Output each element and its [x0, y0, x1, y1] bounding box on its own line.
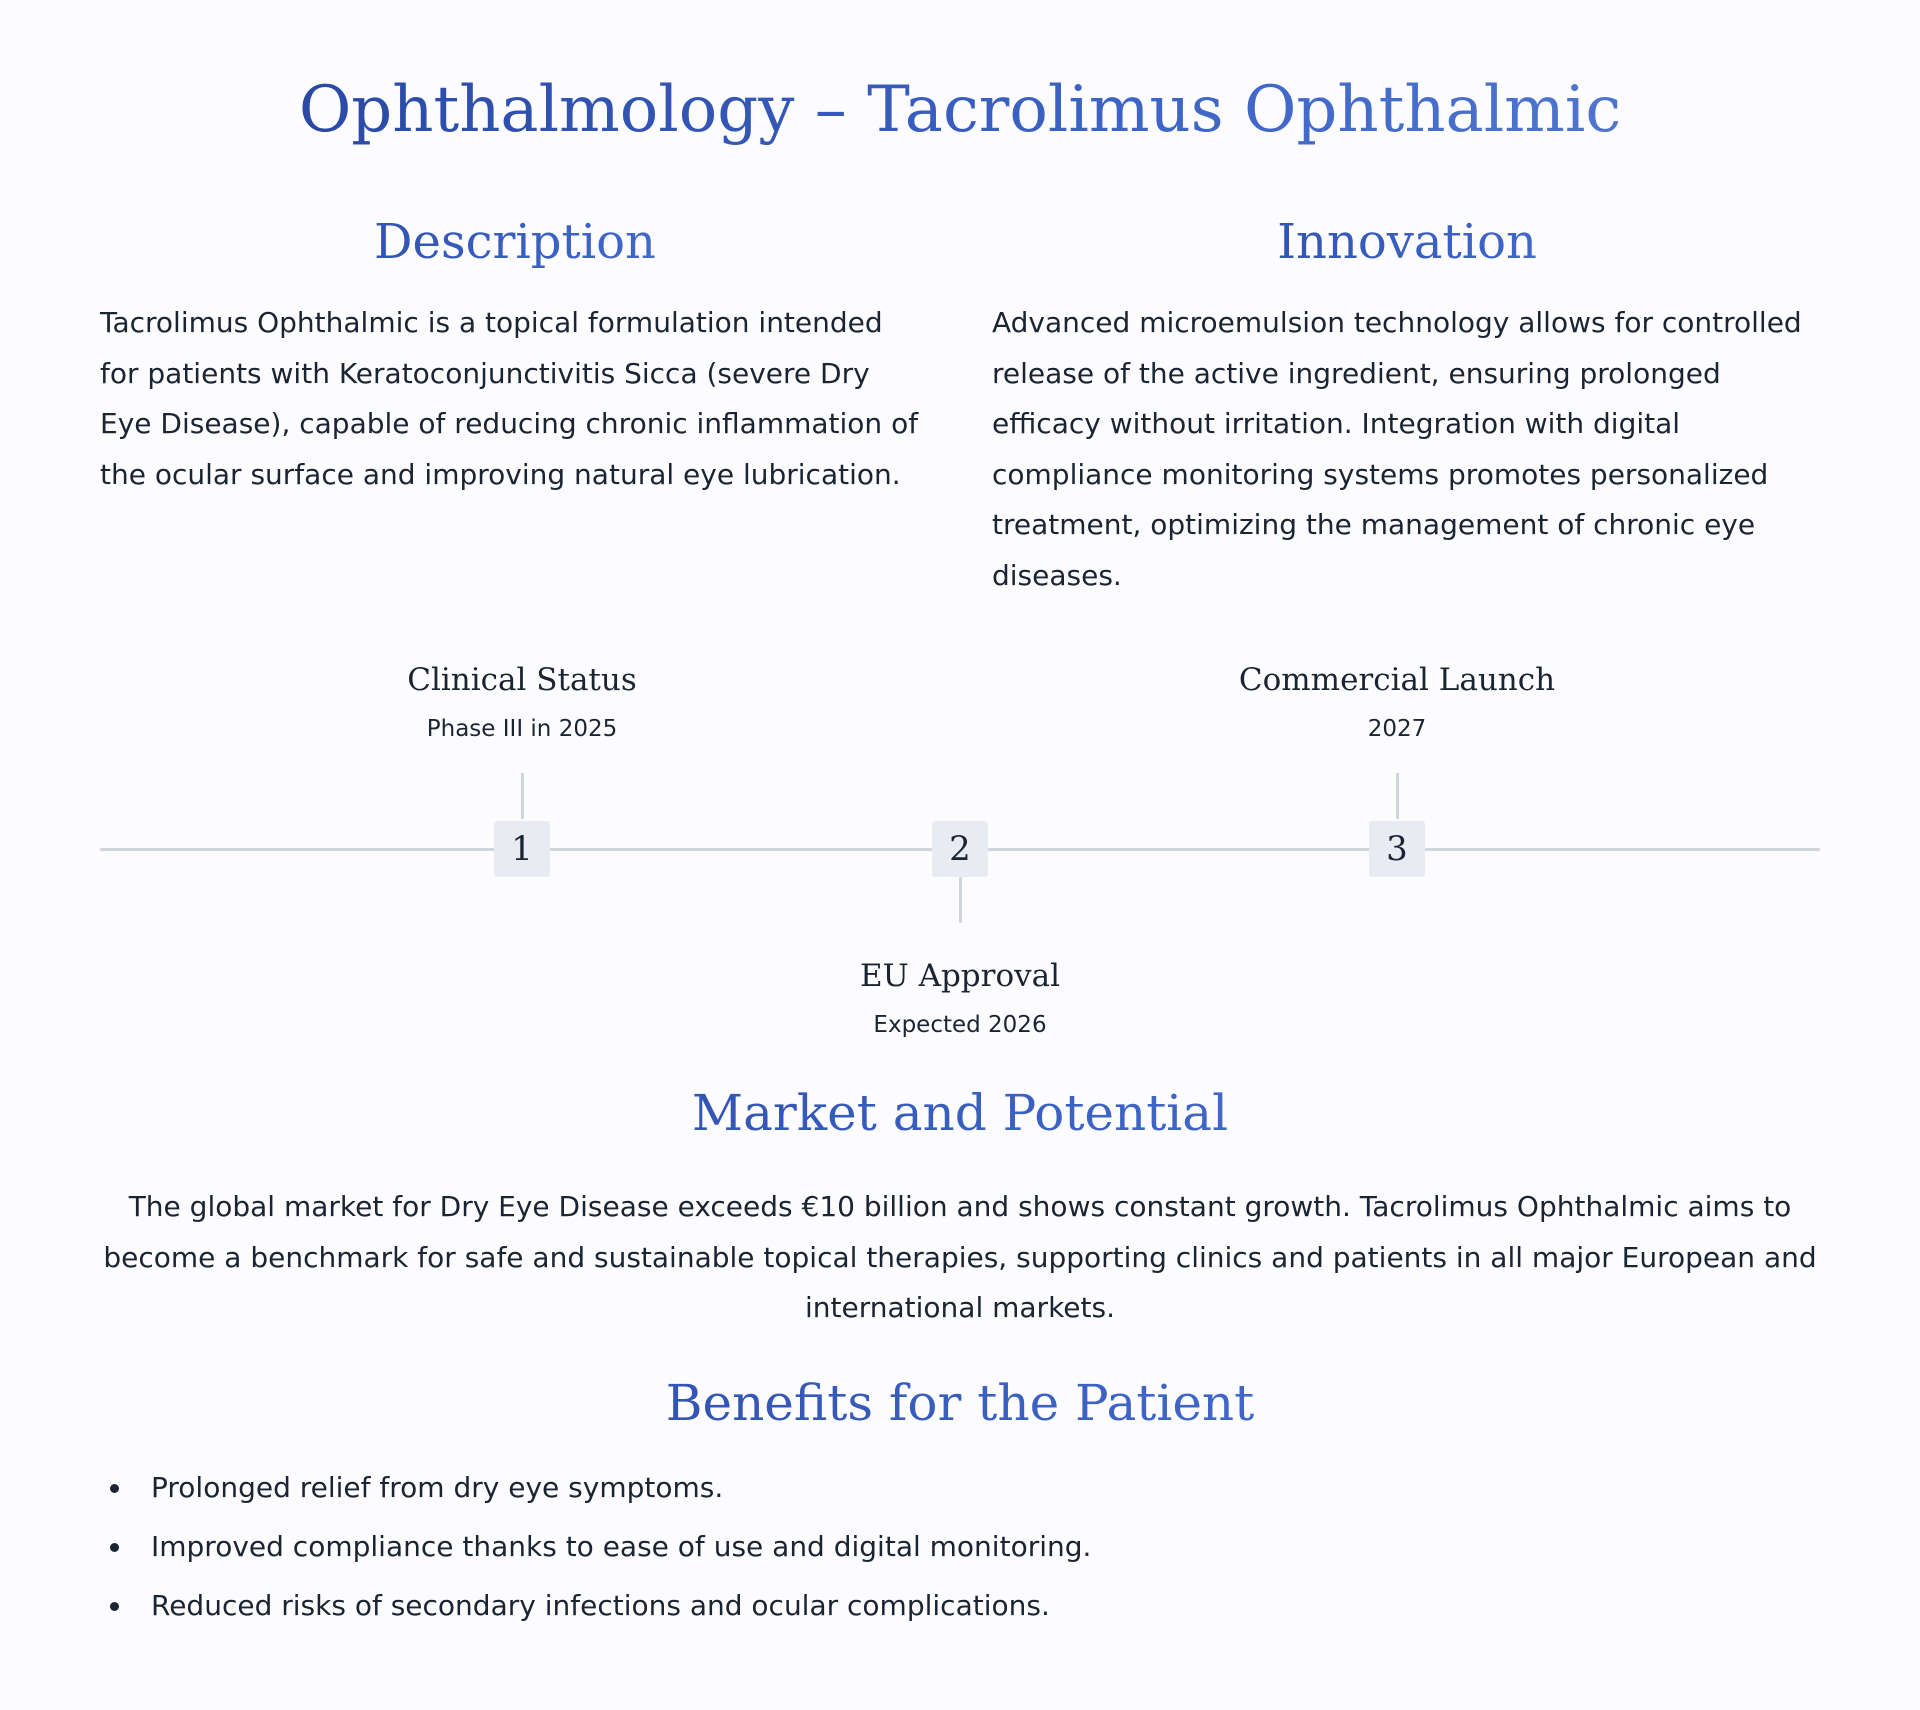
milestone-2-label: [740, 956, 1180, 1040]
description-heading: Description: [100, 212, 930, 272]
milestone-subtitle: 2027: [1367, 716, 1427, 742]
list-item: [100, 1588, 1820, 1624]
innovation-text: Advanced microemulsion technology allows for controlled release of the active ingredient, ensuring prolonged efficacy without irritation. Integration with digital compliance monitoring systems promotes personalized treatment, optimizing the management of chronic eye diseases.: [992, 306, 1802, 592]
milestone-1-node: 1: [494, 821, 550, 877]
bullet-icon: [110, 1543, 119, 1552]
milestone-title: Clinical Status: [407, 662, 637, 698]
benefit-text: Improved compliance thanks to ease of use and digital monitoring.: [151, 1530, 1092, 1563]
milestone-1-label: [302, 660, 742, 744]
list-item: [100, 1529, 1820, 1565]
milestone-2-stem: [959, 877, 962, 923]
milestone-subtitle: Expected 2026: [873, 1012, 1047, 1038]
timeline: [100, 660, 1820, 1050]
page-title: Ophthalmology – Tacrolimus Ophthalmic: [0, 70, 1920, 150]
milestone-subtitle: Phase III in 2025: [426, 716, 618, 742]
benefit-text: Reduced risks of secondary infections and ocular complications.: [151, 1589, 1050, 1622]
market-text: The global market for Dry Eye Disease exceeds €10 billion and shows constant growth. Tacrolimus Ophthalmic aims to become a benchmark for safe and sustainable topical therapies, supporting clinics and patients in all major European and international markets.: [103, 1190, 1817, 1324]
market-heading: Market and Potential: [0, 1082, 1920, 1144]
bullet-icon: [110, 1602, 119, 1611]
milestone-title: EU Approval: [859, 958, 1061, 994]
description-text: Tacrolimus Ophthalmic is a topical formulation intended for patients with Keratoconjunctivitis Sicca (severe Dry Eye Disease), capable of reducing chronic inflammation of the ocular surface and improving natural eye lubrication.: [100, 306, 919, 491]
milestone-2-node: 2: [932, 821, 988, 877]
milestone-title: Commercial Launch: [1238, 662, 1556, 698]
milestone-3-node: 3: [1369, 821, 1425, 877]
benefits-heading: Benefits for the Patient: [0, 1372, 1920, 1434]
milestone-3-stem: [1396, 773, 1399, 819]
milestone-1-stem: [521, 773, 524, 819]
milestone-3-label: [1177, 660, 1617, 744]
benefit-text: Prolonged relief from dry eye symptoms.: [151, 1471, 724, 1504]
innovation-heading: Innovation: [992, 212, 1822, 272]
benefits-list: [100, 1470, 1820, 1647]
list-item: [100, 1470, 1820, 1506]
bullet-icon: [110, 1484, 119, 1493]
